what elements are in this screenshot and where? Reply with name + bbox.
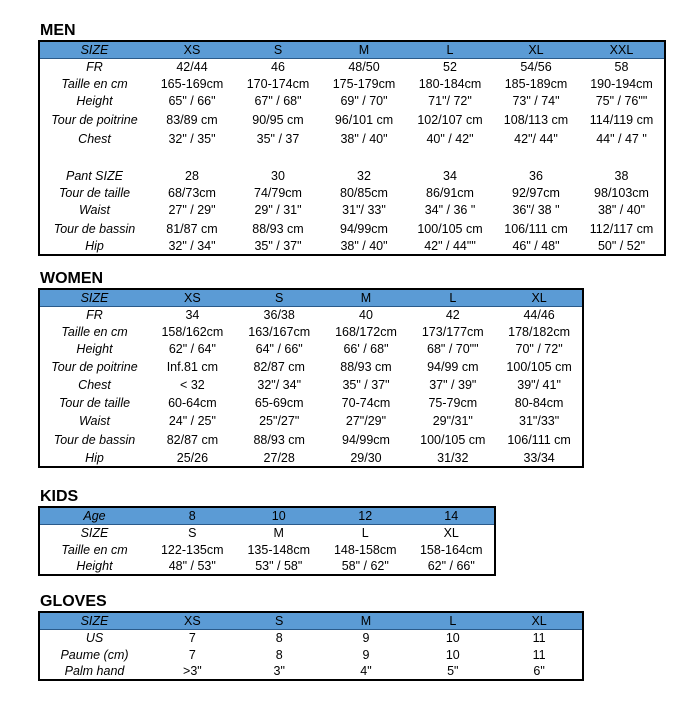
table-cell: 25"/27": [259, 414, 300, 428]
table-cell: 173/177cm: [421, 324, 484, 339]
column-header: M: [321, 41, 407, 58]
table-cell: L: [361, 525, 369, 540]
table-cell: 50" / 52": [597, 239, 646, 253]
table-cell: 80/85cm: [340, 185, 388, 200]
table-cell: 100/105 cm: [417, 221, 483, 236]
table-cell: 75" / 76"": [595, 94, 648, 108]
row-label: Palm hand: [64, 664, 125, 678]
women-section-title: WOMEN: [40, 270, 104, 287]
table-cell: 38" / 40": [597, 203, 646, 217]
table-cell: 33/34: [523, 450, 555, 465]
table-row: [39, 541, 495, 558]
row-label: Tour de bassin: [53, 221, 136, 236]
table-cell: Inf.81 cm: [166, 359, 219, 374]
column-header: L: [409, 612, 496, 629]
table-row: [39, 629, 583, 646]
table-cell: 11: [532, 630, 546, 645]
table-cell: 92/97cm: [512, 185, 560, 200]
table-row: [39, 449, 583, 467]
table-cell: 39"/ 41": [517, 377, 561, 392]
table-cell: 36"/ 38 ": [512, 203, 560, 217]
table-cell: 42" / 44"": [424, 239, 476, 253]
table-cell: 62" / 66": [427, 559, 475, 573]
table-cell: 48/50: [348, 59, 380, 74]
table-cell: XL: [443, 525, 459, 540]
table-row: [39, 75, 665, 92]
table-cell: 25/26: [176, 450, 209, 465]
row-label: Tour de taille: [58, 185, 131, 200]
table-cell: 34: [185, 307, 200, 322]
table-cell: 42/44: [176, 59, 208, 74]
table-row: [39, 340, 583, 357]
column-header: XL: [496, 289, 583, 306]
table-cell: 32" / 34": [168, 239, 216, 253]
row-label: Taille en cm: [61, 324, 128, 339]
table-row: [39, 323, 583, 340]
column-header: M: [323, 289, 410, 306]
table-cell: 8: [275, 630, 283, 645]
row-label: SIZE: [39, 289, 149, 306]
table-cell: 36/38: [263, 307, 295, 322]
row-label: Paume (cm): [60, 647, 129, 662]
table-cell: 34: [443, 168, 457, 183]
table-cell: 4": [360, 664, 372, 678]
table-cell: 158-164cm: [419, 542, 483, 557]
table-cell: 29" / 31": [254, 203, 302, 217]
table-cell: 37" / 39": [429, 377, 477, 392]
table-cell: 114/119 cm: [589, 112, 654, 127]
table-cell: 6": [533, 664, 545, 678]
table-cell: 42: [445, 307, 460, 322]
table-cell: 32" / 35": [168, 131, 216, 146]
table-cell: 190-194cm: [590, 76, 653, 91]
table-cell: 69" / 70": [340, 94, 388, 108]
table-cell: 88/93 cm: [340, 359, 392, 374]
table-cell: 27"/29": [345, 414, 387, 428]
row-label: Height: [76, 341, 113, 356]
column-header: S: [236, 289, 323, 306]
row-label: Pant SIZE: [66, 168, 123, 183]
table-cell: 42"/ 44": [514, 131, 558, 146]
table-cell: 28: [185, 168, 199, 183]
table-cell: 31"/33": [519, 414, 560, 428]
table-cell: 24" / 25": [168, 414, 216, 428]
table-cell: >3": [183, 664, 202, 678]
table-row: [39, 167, 665, 184]
table-cell: 60-64cm: [168, 395, 217, 410]
table-cell: 31"/ 33": [342, 203, 386, 217]
table-cell: 3": [273, 664, 285, 678]
table-row: [39, 129, 665, 148]
table-cell: 46" / 48": [512, 239, 560, 253]
row-label: SIZE: [39, 41, 149, 58]
table-cell: 7: [188, 647, 196, 662]
table-cell: 82/87 cm: [253, 359, 305, 374]
table-cell: 35" / 37: [256, 131, 300, 146]
column-header: L: [407, 41, 493, 58]
table-cell: 38" / 40": [340, 239, 388, 253]
column-header: 8: [149, 507, 236, 524]
column-header: S: [236, 612, 323, 629]
table-row: [39, 412, 583, 430]
table-cell: 29"/31": [432, 414, 473, 428]
table-cell: 44" / 47 ": [596, 131, 647, 146]
table-cell: 34" / 36 ": [424, 203, 476, 217]
table-cell: 58: [614, 59, 629, 74]
table-cell: 54/56: [520, 59, 552, 74]
row-label: Taille en cm: [61, 76, 128, 91]
table-cell: 88/93 cm: [252, 221, 304, 236]
column-header: XS: [149, 612, 236, 629]
table-cell: 10: [445, 647, 460, 662]
table-cell: [149, 148, 235, 167]
table-cell: 62" / 64": [168, 341, 216, 356]
table-cell: < 32: [180, 377, 205, 392]
row-label: Waist: [78, 414, 111, 428]
table-cell: 75-79cm: [428, 395, 478, 410]
row-label: US: [85, 630, 104, 645]
column-header: XL: [493, 41, 579, 58]
table-cell: 29/30: [350, 450, 382, 465]
table-cell: 31/32: [437, 450, 469, 465]
table-cell: 71"/ 72": [428, 94, 472, 108]
table-cell: 106/111 cm: [507, 432, 571, 447]
table-cell: 94/99cm: [340, 221, 388, 236]
table-cell: 108/113 cm: [503, 112, 569, 127]
gloves-header-row: [39, 612, 583, 629]
column-header: 12: [322, 507, 409, 524]
row-label: Age: [39, 507, 149, 524]
table-cell: 7: [188, 630, 196, 645]
table-cell: 44/46: [523, 307, 555, 322]
row-label: Tour de bassin: [53, 432, 136, 447]
table-cell: 94/99cm: [342, 432, 390, 447]
table-cell: 32"/ 34": [257, 377, 302, 392]
men-size-table: [38, 40, 666, 256]
row-label: Hip: [85, 239, 104, 253]
column-header: L: [409, 289, 496, 306]
table-cell: 73" / 74": [512, 94, 560, 108]
table-cell: 32: [357, 168, 371, 183]
table-cell: 98/103cm: [594, 185, 649, 200]
table-cell: 74/79cm: [254, 185, 302, 200]
table-cell: 38: [614, 168, 629, 183]
table-cell: 106/111 cm: [504, 221, 568, 236]
table-cell: 94/99 cm: [427, 359, 479, 374]
column-header: XS: [149, 41, 235, 58]
table-row: [39, 393, 583, 412]
row-label: [39, 148, 149, 167]
women-size-table: [38, 288, 584, 468]
row-label: Height: [76, 559, 113, 573]
table-cell: 70-74cm: [341, 395, 391, 410]
table-row: [39, 184, 665, 201]
table-row: [39, 558, 495, 575]
kids-section-title: KIDS: [40, 488, 79, 505]
row-label: Tour de taille: [58, 395, 131, 410]
table-cell: 135-148cm: [247, 542, 311, 557]
row-label: FR: [86, 59, 103, 74]
table-row: [39, 148, 665, 167]
table-cell: 68/73cm: [168, 185, 216, 200]
row-label: Hip: [85, 450, 104, 465]
women-header-row: [39, 289, 583, 306]
table-row: [39, 92, 665, 110]
table-row: [39, 646, 583, 663]
row-label: Waist: [78, 203, 111, 217]
table-cell: 40: [359, 307, 373, 322]
table-cell: 8: [275, 647, 283, 662]
table-cell: 65-69cm: [254, 395, 304, 410]
table-cell: M: [273, 525, 284, 540]
table-cell: [407, 148, 493, 167]
table-row: [39, 430, 583, 449]
table-cell: 175-179cm: [332, 76, 396, 91]
table-cell: 82/87 cm: [166, 432, 219, 447]
table-cell: 148-158cm: [333, 542, 397, 557]
kids-size-table: [38, 506, 496, 576]
column-header: 14: [409, 507, 496, 524]
table-row: [39, 238, 665, 255]
column-header: S: [235, 41, 321, 58]
table-cell: 11: [532, 647, 546, 662]
gloves-section-title: GLOVES: [40, 593, 107, 610]
men-header-row: [39, 41, 665, 58]
table-cell: 112/117 cm: [589, 221, 654, 236]
table-cell: 86/91cm: [426, 185, 474, 200]
table-row: [39, 201, 665, 219]
table-cell: 27" / 29": [168, 203, 216, 217]
table-cell: 81/87 cm: [166, 221, 218, 236]
kids-header-row: [39, 507, 495, 524]
table-cell: 88/93 cm: [253, 432, 305, 447]
men-section-title: MEN: [40, 22, 76, 39]
table-cell: 9: [362, 630, 370, 645]
table-cell: [321, 148, 407, 167]
row-label: Tour de poitrine: [51, 359, 138, 374]
table-cell: 58" / 62": [341, 559, 389, 573]
table-cell: 66' / 68": [343, 341, 389, 356]
table-cell: [579, 148, 665, 167]
table-cell: 38" / 40": [340, 131, 388, 146]
table-cell: 83/89 cm: [166, 112, 218, 127]
column-header: XS: [149, 289, 236, 306]
table-cell: [235, 148, 321, 167]
table-cell: 100/105 cm: [506, 359, 572, 374]
table-cell: 90/95 cm: [252, 112, 304, 127]
row-label: Chest: [78, 377, 111, 392]
table-cell: 170-174cm: [246, 76, 310, 91]
table-cell: 5": [447, 664, 459, 678]
table-cell: 53" / 58": [255, 559, 303, 573]
row-label: SIZE: [80, 525, 109, 540]
table-cell: 68" / 70"": [427, 341, 479, 356]
table-cell: 46: [271, 59, 285, 74]
table-row: [39, 306, 583, 323]
table-cell: 10: [445, 630, 460, 645]
table-row: [39, 524, 495, 541]
table-row: [39, 110, 665, 129]
table-cell: 30: [271, 168, 285, 183]
table-cell: 96/101 cm: [334, 112, 394, 127]
table-cell: S: [188, 525, 197, 540]
table-cell: 35" / 37": [254, 239, 302, 253]
table-cell: 36: [529, 168, 543, 183]
table-cell: 35" / 37": [342, 377, 390, 392]
table-row: [39, 663, 583, 680]
table-row: [39, 376, 583, 393]
table-cell: 9: [362, 647, 370, 662]
row-label: SIZE: [39, 612, 149, 629]
table-cell: 48" / 53": [168, 559, 216, 573]
gloves-size-table: [38, 611, 584, 681]
column-header: M: [323, 612, 410, 629]
column-header: 10: [236, 507, 323, 524]
table-cell: 178/182cm: [508, 324, 571, 339]
table-cell: 52: [443, 59, 457, 74]
table-cell: 65" / 66": [168, 94, 216, 108]
table-cell: 70" / 72": [515, 341, 563, 356]
column-header: XXL: [579, 41, 665, 58]
table-cell: [493, 148, 579, 167]
table-cell: 122-135cm: [160, 542, 224, 557]
table-cell: 185-189cm: [504, 76, 568, 91]
row-label: Height: [76, 94, 113, 108]
table-cell: 67" / 68": [254, 94, 302, 108]
table-cell: 64" / 66": [255, 341, 303, 356]
table-cell: 180-184cm: [418, 76, 482, 91]
column-header: XL: [496, 612, 583, 629]
row-label: Taille en cm: [61, 542, 128, 557]
table-row: [39, 219, 665, 238]
table-cell: 100/105 cm: [420, 432, 486, 447]
table-cell: 27/28: [263, 450, 295, 465]
row-label: Tour de poitrine: [51, 112, 138, 127]
table-cell: 165-169cm: [160, 76, 224, 91]
row-label: Chest: [78, 131, 111, 146]
table-cell: 102/107 cm: [417, 112, 483, 127]
table-cell: 163/167cm: [248, 324, 311, 339]
table-cell: 40" / 42": [426, 131, 474, 146]
table-cell: 158/162cm: [161, 324, 224, 339]
table-row: [39, 58, 665, 75]
table-cell: 80-84cm: [514, 395, 564, 410]
table-row: [39, 357, 583, 376]
table-cell: 168/172cm: [335, 324, 397, 339]
row-label: FR: [86, 307, 103, 322]
